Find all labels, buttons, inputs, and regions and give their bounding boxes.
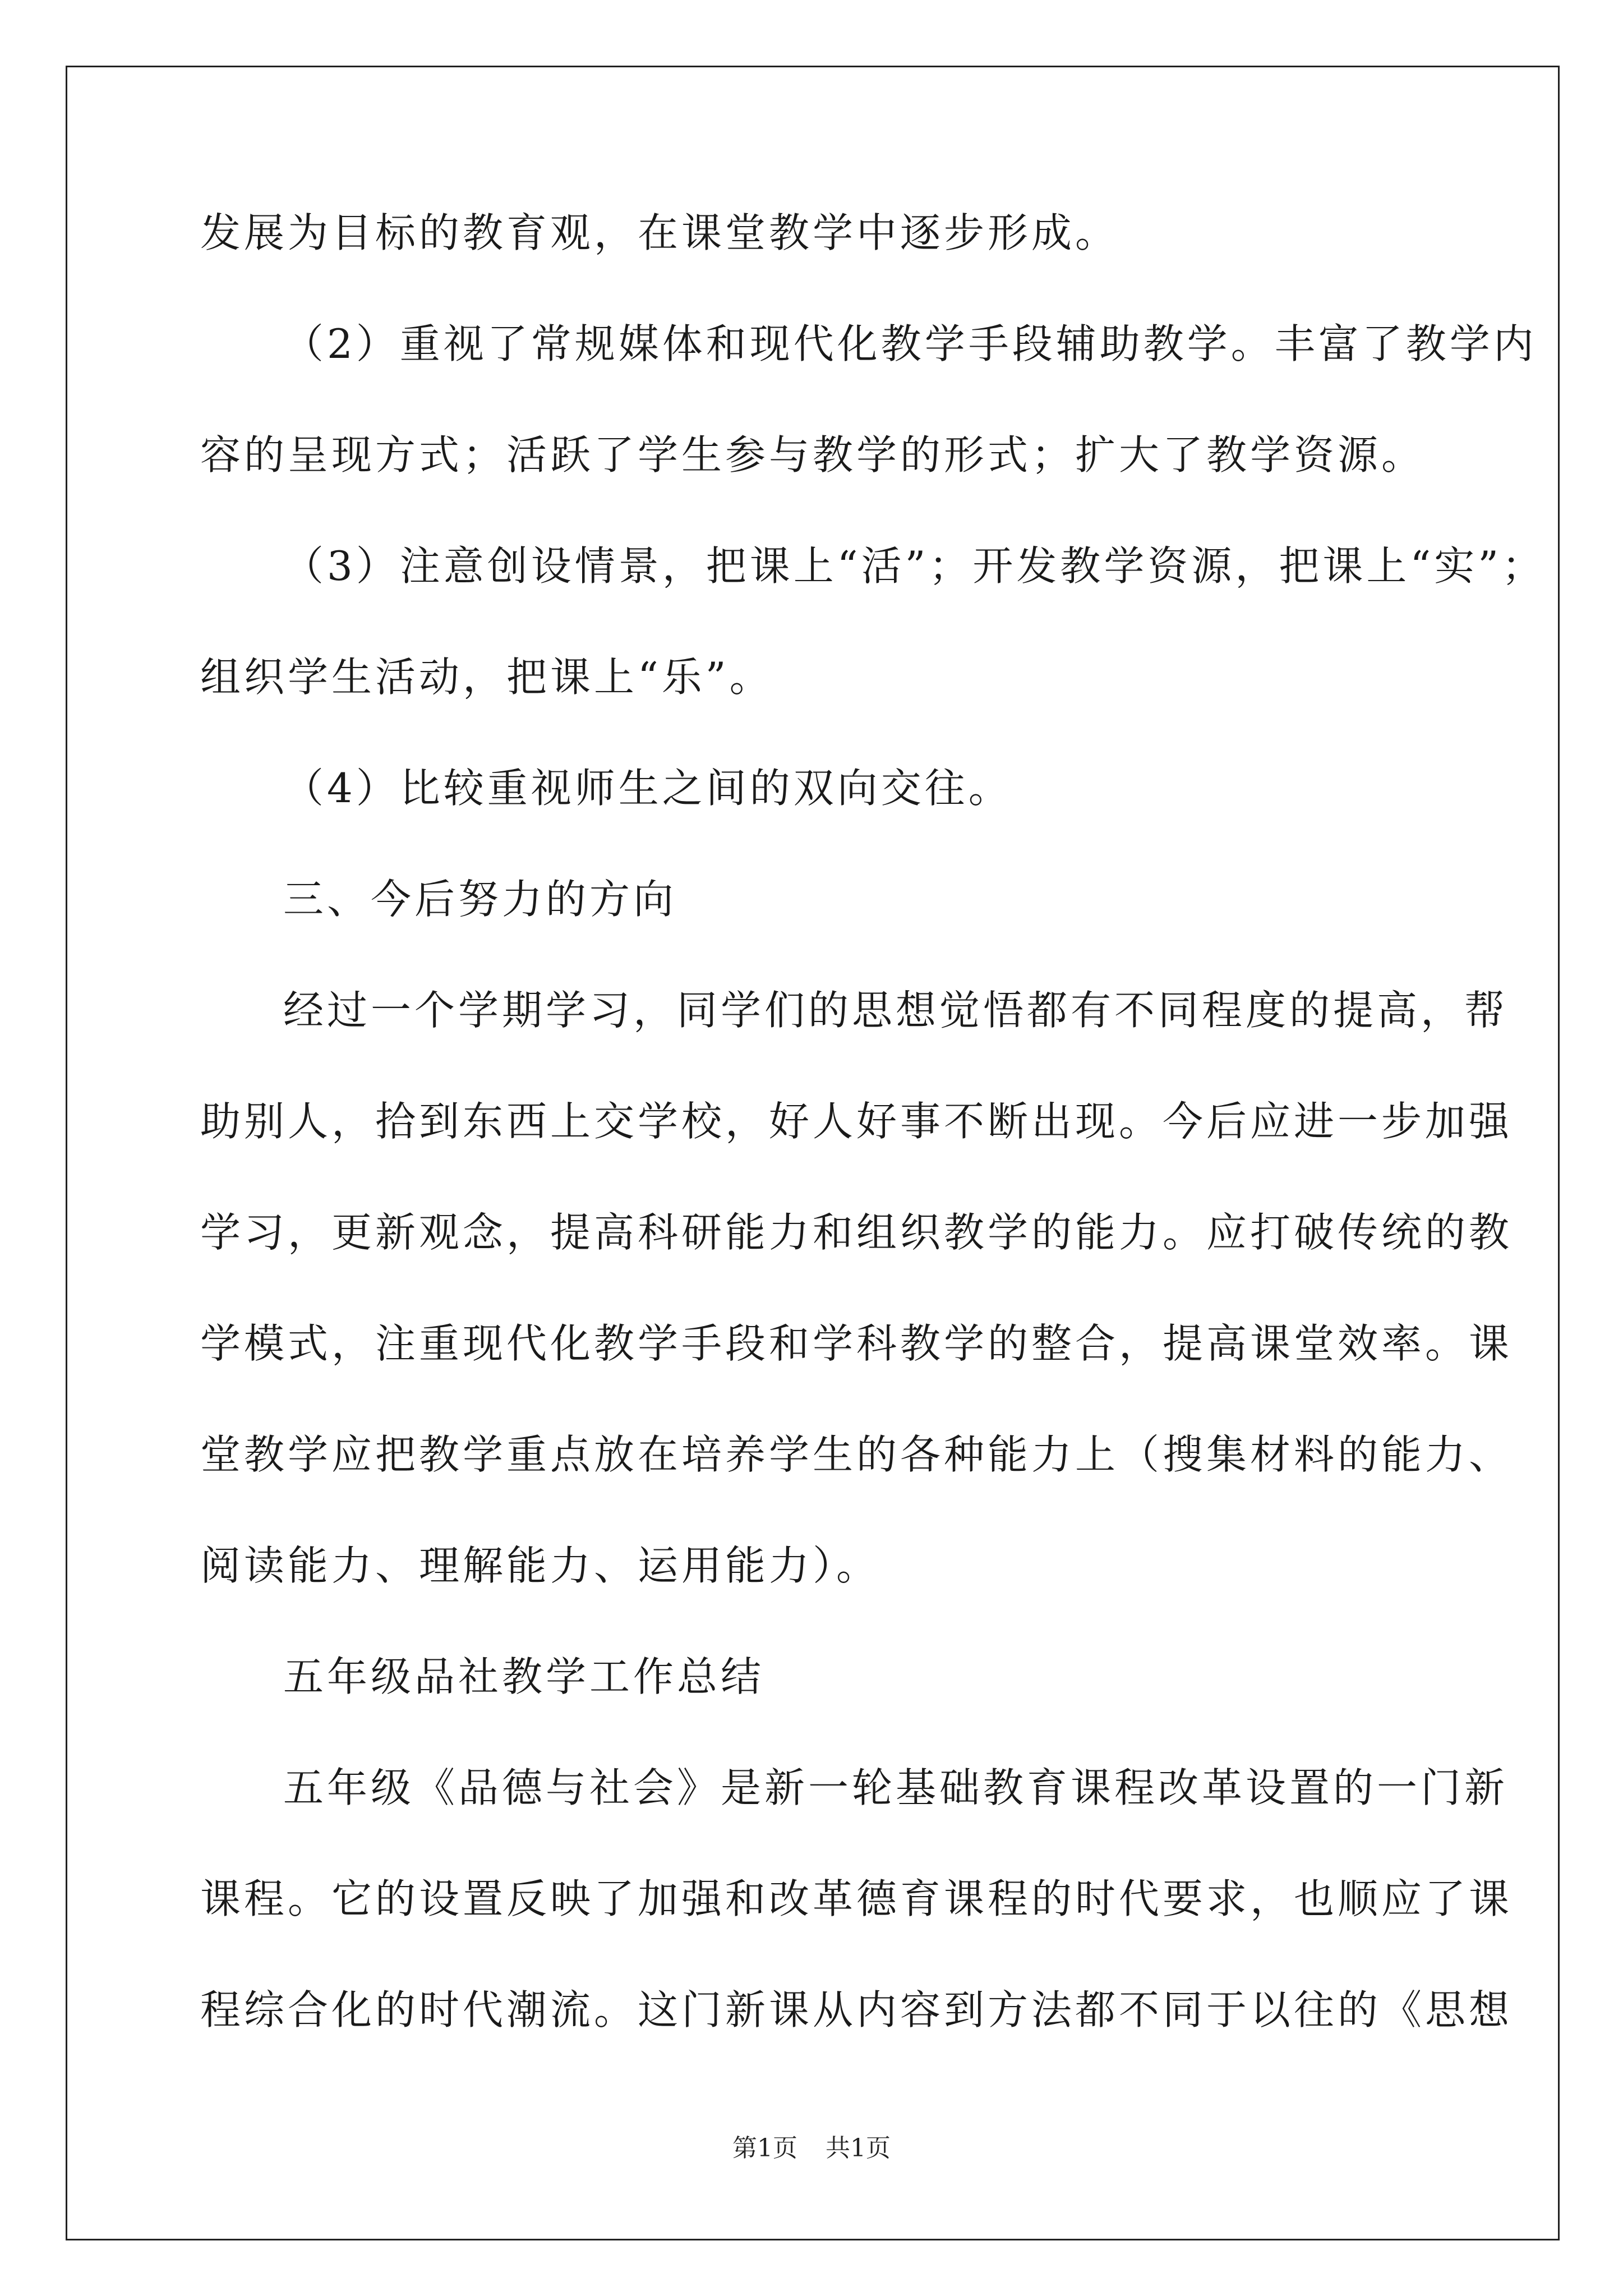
text-line: 程综合化的时代潮流。这门新课从内容到方法都不同于以往的《思想 [200, 1986, 1513, 2033]
text-line: （2）重视了常规媒体和现代化教学手段辅助教学。丰富了教学内 [283, 320, 1537, 367]
text-line: 助别人，拾到东西上交学校，好人好事不断出现。今后应进一步加强 [200, 1098, 1513, 1145]
page-number: 第1页 [732, 2134, 797, 2162]
text-line: 堂教学应把教学重点放在培养学生的各种能力上（搜集材料的能力、 [200, 1431, 1513, 1478]
text-line: 经过一个学期学习，同学们的思想觉悟都有不同程度的提高，帮 [283, 987, 1509, 1034]
text-line: 容的呈现方式；活跃了学生参与教学的形式；扩大了教学资源。 [200, 431, 1426, 478]
text-line: 课程。它的设置反映了加强和改革德育课程的时代要求，也顺应了课 [200, 1875, 1513, 1922]
section-heading: 三、今后努力的方向 [283, 876, 677, 923]
page-total: 共1页 [826, 2134, 891, 2162]
text-line: 学习，更新观念，提高科研能力和组织教学的能力。应打破传统的教 [200, 1209, 1513, 1256]
text-line: （4）比较重视师生之间的双向交往。 [283, 765, 1012, 812]
text-line: （3）注意创设情景，把课上“活”；开发教学资源，把课上“实”； [283, 542, 1546, 590]
text-line: 学模式，注重现代化教学手段和学科教学的整合，提高课堂效率。课 [200, 1320, 1513, 1367]
text-line: 五年级《品德与社会》是新一轮基础教育课程改革设置的一门新 [283, 1764, 1509, 1811]
document-subtitle: 五年级品社教学工作总结 [283, 1653, 765, 1700]
text-line: 组织学生活动，把课上“乐”。 [200, 654, 773, 701]
text-line: 发展为目标的教育观，在课堂教学中逐步形成。 [200, 209, 1119, 256]
page-footer [0, 2132, 1623, 2165]
text-line: 阅读能力、理解能力、运用能力）。 [200, 1542, 880, 1589]
